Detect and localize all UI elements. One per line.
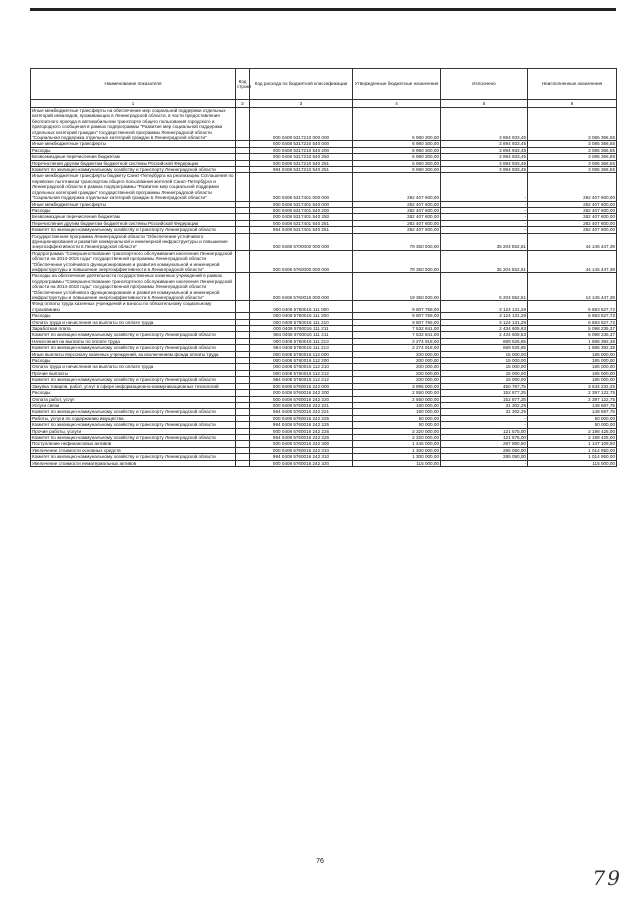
table-body [31, 108, 617, 467]
row-unexecuted: 3 085 366,55 [528, 147, 617, 153]
row-executed: 3 124 131,28 [441, 313, 528, 319]
row-expense-code: 000 0408 5317210 540 251 [250, 160, 353, 166]
row-expense-code: 000 0408 5760016 242 226 [250, 428, 353, 434]
row-executed: 3 894 933,45 [441, 141, 528, 147]
row-approved: 3 995 000,00 [353, 383, 441, 389]
row-name: Безвозмездные перечисления бюджетам [31, 154, 236, 160]
row-approved: 2 274 918,00 [353, 345, 441, 351]
table-row [31, 273, 617, 301]
row-approved: 6 980 300,00 [353, 154, 441, 160]
row-executed: 2 434 605,63 [441, 326, 528, 332]
table-row [31, 233, 617, 250]
row-expense-code: 000 0408 5760016 000 000 [250, 273, 353, 301]
row-unexecuted: 3 085 366,55 [528, 167, 617, 173]
row-approved: 50 000,00 [353, 415, 441, 421]
row-expense-code: 000 0408 5760016 242 000 [250, 383, 353, 389]
row-unexecuted: 1 014 950,00 [528, 447, 617, 453]
row-approved: 282 407 600,00 [353, 220, 441, 226]
row-approved: 200 000,00 [353, 358, 441, 364]
row-unexecuted: 1 014 950,00 [528, 454, 617, 460]
row-approved: 6 980 300,00 [353, 141, 441, 147]
table-row [31, 301, 617, 313]
row-unexecuted: 185 000,00 [528, 377, 617, 383]
row-approved: 1 300 000,00 [353, 454, 441, 460]
row-expense-code: 000 0408 5760016 111 000 [250, 301, 353, 313]
row-name: Расходы [31, 358, 236, 364]
row-executed: 5 204 552,61 [441, 273, 528, 301]
row-executed: 285 050,00 [441, 454, 528, 460]
row-unexecuted: 185 000,00 [528, 358, 617, 364]
column-index: 4 [353, 100, 441, 108]
row-expense-code: 984 0408 5760016 111 211 [250, 332, 353, 338]
row-expense-code: 000 0408 5317401 540 250 [250, 214, 353, 220]
row-unexecuted: 14 145 447,39 [528, 273, 617, 301]
row-approved: 9 807 759,00 [353, 313, 441, 319]
row-approved: 7 532 841,00 [353, 332, 441, 338]
row-name: Иные межбюджетные трансферты на обеспечение мер социальной поддержки отдельных категорий инвалидов, проживающих в Ленинградской области, в части предоставления бесплатного проезда в автомобильном транспорте общего пользования городского и пригородного сообщения в рамках подпрограммы "Развитие мер социальной поддержки отдельных категорий граждан" государственной программы Ленинградской области "Социальная поддержка отдельных категорий граждан в Ленинградской области" [31, 108, 236, 141]
page-number: 76 [316, 858, 324, 865]
row-line-code [236, 460, 250, 466]
row-executed: 3 894 933,45 [441, 167, 528, 173]
row-expense-code: 984 0408 5317401 540 251 [250, 227, 353, 233]
row-name: Поступление нефинансовых активов [31, 441, 236, 447]
row-approved: 50 000,00 [353, 422, 441, 428]
row-executed: 297 890,50 [441, 441, 528, 447]
row-executed: 152 877,25 [441, 396, 528, 402]
row-name: Безвозмездные перечисления бюджетам [31, 214, 236, 220]
row-name: Комитет по жилищно-коммунальному хозяйству и транспорту Ленинградской области [31, 377, 236, 383]
row-approved: 282 407 600,00 [353, 207, 441, 213]
row-executed: 15 000,00 [441, 377, 528, 383]
row-unexecuted: 3 085 366,55 [528, 141, 617, 147]
row-approved: 2 274 918,00 [353, 338, 441, 344]
row-executed: 3 894 933,45 [441, 160, 528, 166]
row-name: Услуги связи [31, 402, 236, 408]
row-unexecuted: 6 683 627,72 [528, 301, 617, 313]
row-unexecuted: 50 000,00 [528, 415, 617, 421]
row-expense-code: 000 0408 5317210 540 200 [250, 147, 353, 153]
row-expense-code: 984 0408 5760016 242 226 [250, 434, 353, 440]
row-name: Комитет по жилищно-коммунальному хозяйству и транспорту Ленинградской области [31, 409, 236, 415]
row-executed: 15 000,00 [441, 358, 528, 364]
row-unexecuted: 115 000,00 [528, 460, 617, 466]
row-name: Расходы на обеспечение деятельности государственных казенных учреждений в рамках подпрограммы "Совершенствование транспортного обслуживания населения Ленинградской области на 2014-2018 годы" государственной программы Ленинградской области "Обеспечение устойчивого функционирования и развития коммунальной и инженерной инфраструктуры и повышение энергоэффективности в Ленинградской области" [31, 273, 236, 301]
row-expense-code: 000 0408 5760016 112 000 [250, 351, 353, 357]
header-approved: Утвержденные бюджетные назначения [353, 69, 441, 100]
row-line-code [236, 273, 250, 301]
row-line-code [236, 173, 250, 201]
row-unexecuted: 148 697,75 [528, 409, 617, 415]
row-approved: 180 000,00 [353, 402, 441, 408]
row-expense-code: 984 0408 5760016 111 213 [250, 345, 353, 351]
row-approved: 200 000,00 [353, 370, 441, 376]
row-executed: 15 000,00 [441, 370, 528, 376]
row-unexecuted: 2 397 122,75 [528, 396, 617, 402]
row-expense-code: 000 0408 5700000 000 000 [250, 233, 353, 250]
row-name: Перечисления другим бюджетам бюджетной системы Российской Федерации [31, 160, 236, 166]
row-name: Фонд оплаты труда казенных учреждений и взносы по обязательному социальному страхованию [31, 301, 236, 313]
row-expense-code: 984 0408 5317210 540 251 [250, 167, 353, 173]
row-expense-code: 000 0408 5760016 242 220 [250, 396, 353, 402]
column-index: 2 [236, 100, 250, 108]
row-executed: 3 894 933,45 [441, 147, 528, 153]
row-approved: 9 807 759,00 [353, 301, 441, 313]
header-expense-code: Код расхода по бюджетной классификации [250, 69, 353, 100]
header-line-code: Код строки [236, 69, 250, 100]
row-name: Комитет по жилищно-коммунальному хозяйству и транспорту Ленинградской области [31, 422, 236, 428]
row-approved: 200 000,00 [353, 377, 441, 383]
row-executed: 689 525,65 [441, 345, 528, 351]
row-approved: 1 445 000,00 [353, 441, 441, 447]
row-expense-code: 984 0408 5760016 242 310 [250, 454, 353, 460]
header-executed: Исполнено [441, 69, 528, 100]
row-executed: 3 894 933,45 [441, 108, 528, 141]
budget-execution-table [30, 68, 617, 467]
row-name: Комитет по жилищно-коммунальному хозяйству и транспорту Ленинградской области [31, 434, 236, 440]
row-approved: 282 407 600,00 [353, 201, 441, 207]
row-executed: 3 894 933,45 [441, 154, 528, 160]
row-line-code [236, 250, 250, 273]
column-index-row [31, 100, 617, 108]
column-index: 3 [250, 100, 353, 108]
row-expense-code: 984 0408 5760016 242 221 [250, 409, 353, 415]
row-approved: 6 980 300,00 [353, 108, 441, 141]
row-expense-code: 000 0408 5760016 242 310 [250, 447, 353, 453]
row-approved: 2 320 000,00 [353, 428, 441, 434]
row-expense-code: 000 0408 5317401 540 251 [250, 220, 353, 226]
row-executed: 3 124 131,28 [441, 319, 528, 325]
row-unexecuted: 3 085 366,55 [528, 154, 617, 160]
row-expense-code: 000 0408 5760016 242 200 [250, 390, 353, 396]
row-expense-code: 000 0408 5760016 111 210 [250, 319, 353, 325]
row-unexecuted: 6 683 627,72 [528, 313, 617, 319]
row-unexecuted: 2 198 425,00 [528, 428, 617, 434]
row-expense-code: 000 0408 5317401 000 000 [250, 173, 353, 201]
row-name: Прочие работы, услуги [31, 428, 236, 434]
row-approved: 1 300 000,00 [353, 447, 441, 453]
row-unexecuted: 3 085 366,55 [528, 108, 617, 141]
row-approved: 2 320 000,00 [353, 434, 441, 440]
column-index: 1 [31, 100, 236, 108]
row-expense-code: 984 0408 5760016 112 212 [250, 377, 353, 383]
handwritten-page-stamp: 79 [592, 866, 622, 890]
row-approved: 282 407 600,00 [353, 227, 441, 233]
row-expense-code: 000 0408 5760016 242 300 [250, 441, 353, 447]
row-expense-code: 000 0408 5760016 112 200 [250, 358, 353, 364]
row-expense-code: 000 0408 5760016 111 200 [250, 313, 353, 319]
row-approved: 200 000,00 [353, 351, 441, 357]
table-row [31, 173, 617, 201]
row-executed: 15 000,00 [441, 364, 528, 370]
row-unexecuted: 5 098 235,37 [528, 332, 617, 338]
row-expense-code: 000 0408 5760016 242 225 [250, 415, 353, 421]
row-approved: 6 980 300,00 [353, 147, 441, 153]
row-executed: 15 000,00 [441, 351, 528, 357]
row-name: Подпрограмма "Совершенствование транспортного обслуживания населения Ленинградской области на 2014-2018 годы" государственной программы Ленинградской области "Обеспечение устойчивого функционирования и развития коммунальной и инженерной инфраструктуры и повышение энергоэффективности в Ленинградской области" [31, 250, 236, 273]
row-executed: - [441, 214, 528, 220]
header-name: Наименование показателя [31, 69, 236, 100]
row-executed: 121 575,00 [441, 434, 528, 440]
row-name: Комитет по жилищно-коммунальному хозяйству и транспорту Ленинградской области [31, 227, 236, 233]
table-row [31, 460, 617, 466]
row-unexecuted: 282 407 600,00 [528, 201, 617, 207]
row-unexecuted: 44 145 447,39 [528, 250, 617, 273]
row-approved: 115 000,00 [353, 460, 441, 466]
row-unexecuted: 3 544 232,25 [528, 383, 617, 389]
row-name: Закупка товаров, работ, услуг в сфере информационно-коммуникационных технологий [31, 383, 236, 389]
row-executed: - [441, 207, 528, 213]
row-unexecuted: 1 585 392,35 [528, 338, 617, 344]
row-name: Иные межбюджетные трансферты [31, 141, 236, 147]
row-executed: 2 434 605,63 [441, 332, 528, 338]
row-unexecuted: 185 000,00 [528, 370, 617, 376]
row-expense-code: 984 0408 5760016 242 225 [250, 422, 353, 428]
row-executed: - [441, 422, 528, 428]
column-index: 6 [528, 100, 617, 108]
row-name: Расходы [31, 147, 236, 153]
row-name: Комитет по жилищно-коммунальному хозяйству и транспорту Ленинградской области [31, 167, 236, 173]
row-executed: 450 767,75 [441, 383, 528, 389]
row-line-code [236, 233, 250, 250]
row-expense-code: 000 0408 5760016 242 221 [250, 402, 353, 408]
row-name: Расходы [31, 207, 236, 213]
row-executed: - [441, 460, 528, 466]
row-unexecuted: 2 198 425,00 [528, 434, 617, 440]
row-line-code [236, 301, 250, 313]
table-header-row [31, 69, 617, 100]
row-name: Иные выплаты персоналу казенных учреждений, за исключением фонда оплаты труда [31, 351, 236, 357]
row-executed: - [441, 173, 528, 201]
row-unexecuted: 185 000,00 [528, 351, 617, 357]
row-name: Начисления на выплаты по оплате труда [31, 338, 236, 344]
column-index: 5 [441, 100, 528, 108]
row-name: Иные межбюджетные трансферты [31, 201, 236, 207]
row-expense-code: 000 0408 5760016 111 213 [250, 338, 353, 344]
row-executed: - [441, 201, 528, 207]
row-executed: - [441, 220, 528, 226]
row-approved: 19 350 000,00 [353, 273, 441, 301]
row-executed: 152 877,25 [441, 390, 528, 396]
row-unexecuted: 185 000,00 [528, 364, 617, 370]
row-expense-code: 000 0408 5760016 112 210 [250, 364, 353, 370]
row-executed: 3 124 131,28 [441, 301, 528, 313]
row-expense-code: 000 0408 5317210 540 000 [250, 141, 353, 147]
row-expense-code: 000 0408 5760016 111 211 [250, 326, 353, 332]
row-name: Прочие выплаты [31, 370, 236, 376]
row-unexecuted: 282 407 600,00 [528, 173, 617, 201]
row-name: Работы, услуги по содержанию имущества [31, 415, 236, 421]
row-name: Комитет по жилищно-коммунальному хозяйству и транспорту Ленинградской области [31, 332, 236, 338]
row-name: Комитет по жилищно-коммунальному хозяйству и транспорту Ленинградской области [31, 345, 236, 351]
row-approved: 9 807 759,00 [353, 319, 441, 325]
row-expense-code: 000 0408 5760016 242 320 [250, 460, 353, 466]
row-executed: - [441, 415, 528, 421]
row-approved: 79 350 000,00 [353, 250, 441, 273]
row-name: Оплата работ, услуг [31, 396, 236, 402]
row-approved: 7 532 841,00 [353, 326, 441, 332]
row-approved: 2 550 000,00 [353, 396, 441, 402]
row-unexecuted: 1 585 392,35 [528, 345, 617, 351]
row-expense-code: 000 0408 5760016 112 212 [250, 370, 353, 376]
row-unexecuted: 5 098 235,37 [528, 326, 617, 332]
row-executed: 35 204 552,61 [441, 233, 528, 250]
row-expense-code: 000 0408 5317210 540 250 [250, 154, 353, 160]
row-executed: 121 575,00 [441, 428, 528, 434]
row-executed: 285 050,00 [441, 447, 528, 453]
row-name: Заработная плата [31, 326, 236, 332]
row-unexecuted: 50 000,00 [528, 422, 617, 428]
row-name: Перечисления другим бюджетам бюджетной системы Российской Федерации [31, 220, 236, 226]
row-unexecuted: 148 697,75 [528, 402, 617, 408]
row-unexecuted: 282 407 600,00 [528, 220, 617, 226]
row-name: Иные межбюджетные трансферты бюджету Санкт-Петербурга на реализацию Соглашения по перевозке льготником транспортом общего пользования жителей Санкт-Петербурга и Ленинградской области в рамках подпрограммы "Развитие мер социальной поддержки отдельных категорий граждан" государственной программы Ленинградской области "Социальная поддержка отдельных категорий граждан в Ленинградской области" [32, 173, 234, 201]
row-approved: 6 980 300,00 [353, 167, 441, 173]
row-executed: - [441, 227, 528, 233]
row-executed: 689 525,65 [441, 338, 528, 344]
row-executed: 35 204 552,61 [441, 250, 528, 273]
row-unexecuted: 3 085 366,55 [528, 160, 617, 166]
row-unexecuted: 282 407 600,00 [528, 207, 617, 213]
row-name: Государственная программа Ленинградской области "Обеспечение устойчивого функционирования и развития коммунальной и инженерной инфраструктуры и повышение энергоэффективности в Ленинградской области" [31, 233, 236, 250]
row-line-code [236, 108, 250, 141]
row-approved: 2 550 000,00 [353, 390, 441, 396]
row-unexecuted: 282 407 600,00 [528, 227, 617, 233]
row-approved: 282 407 600,00 [353, 173, 441, 201]
row-unexecuted: 282 407 600,00 [528, 214, 617, 220]
row-name: Комитет по жилищно-коммунальному хозяйству и транспорту Ленинградской области [31, 454, 236, 460]
row-name: Увеличение стоимости основных средств [31, 447, 236, 453]
row-expense-code: 000 0408 5317401 540 200 [250, 207, 353, 213]
row-unexecuted: 1 147 109,50 [528, 441, 617, 447]
table-row [31, 250, 617, 273]
top-rule [30, 8, 616, 11]
row-expense-code: 000 0408 5317401 540 000 [250, 201, 353, 207]
row-approved: 200 000,00 [353, 364, 441, 370]
row-approved: 79 350 000,00 [353, 233, 441, 250]
row-name: Увеличение стоимости нематериальных активов [31, 460, 236, 466]
row-name: Расходы [31, 390, 236, 396]
row-expense-code: 000 0408 5317210 000 000 [250, 108, 353, 141]
row-unexecuted: 6 683 627,72 [528, 319, 617, 325]
row-approved: 282 407 600,00 [353, 214, 441, 220]
row-unexecuted: 2 397 122,75 [528, 390, 617, 396]
table-row [31, 108, 617, 141]
row-approved: 6 980 300,00 [353, 160, 441, 166]
row-name: Расходы [31, 313, 236, 319]
row-executed: 31 302,25 [441, 409, 528, 415]
row-expense-code: 000 0408 5760000 000 000 [250, 250, 353, 273]
row-name: Оплата труда и начисления на выплаты по оплате труда [31, 319, 236, 325]
header-unexecuted: Неисполненные назначения [528, 69, 617, 100]
row-name: Оплата труда и начисления на выплаты по оплате труда [31, 364, 236, 370]
row-approved: 180 000,00 [353, 409, 441, 415]
row-unexecuted: 44 145 447,39 [528, 233, 617, 250]
row-executed: 31 302,25 [441, 402, 528, 408]
